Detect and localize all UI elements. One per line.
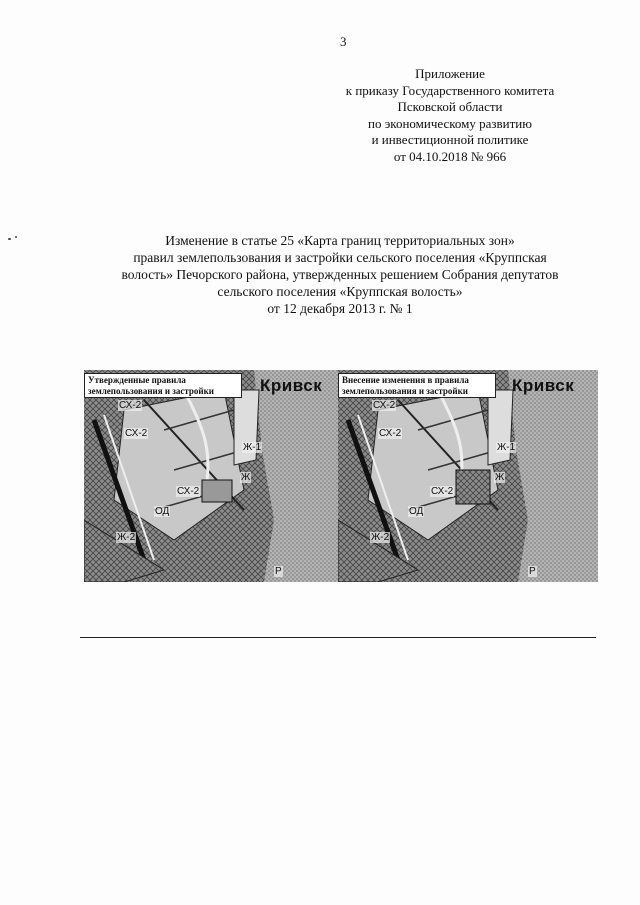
map-caption xyxy=(338,373,496,398)
caption-line: землепользования и застройки xyxy=(88,385,214,396)
map-caption xyxy=(84,373,242,398)
title-line: волость» Печорского района, утвержденных решением Собрания депутатов xyxy=(121,267,559,282)
zone-label: Р xyxy=(275,566,282,577)
caption-line: Утвержденные правила xyxy=(88,375,186,385)
title-line: правил землепользования и застройки сельского поселения «Круппская xyxy=(133,250,547,265)
place-label: Кривск xyxy=(260,376,323,395)
map-approved xyxy=(84,370,344,582)
document-title xyxy=(70,232,610,317)
zone-label: СХ-2 xyxy=(177,486,200,497)
title-line: сельского поселения «Круппская волость» xyxy=(217,284,463,299)
scan-speck xyxy=(8,238,11,240)
map-amended xyxy=(338,370,598,582)
zone-label: СХ-2 xyxy=(125,428,148,439)
zone-label: СХ-2 xyxy=(373,400,396,411)
caption-line: Внесение изменения в правила xyxy=(342,375,469,385)
zone-label: Ж xyxy=(495,472,505,483)
appendix-line: и инвестиционной политике xyxy=(371,132,529,147)
zone-label: Ж-1 xyxy=(497,442,516,453)
title-line: от 12 декабря 2013 г. № 1 xyxy=(267,301,413,316)
zone-label: Ж-2 xyxy=(117,532,136,543)
appendix-line: Приложение xyxy=(415,66,485,81)
zone-label: ОД xyxy=(155,506,170,517)
zone-label: Ж xyxy=(241,472,251,483)
appendix-line: по экономическому развитию xyxy=(368,115,532,131)
zone-label: СХ-2 xyxy=(431,486,454,497)
zone-label: СХ-2 xyxy=(379,428,402,439)
page-number: 3 xyxy=(340,34,347,49)
zone-label: Ж-1 xyxy=(243,442,262,453)
title-line: Изменение в статье 25 «Карта границ территориальных зон» xyxy=(165,233,515,248)
scan-speck xyxy=(15,236,17,238)
appendix-line: Псковской области xyxy=(397,99,503,114)
zone-label: Ж-2 xyxy=(371,532,390,543)
zone-label: ОД xyxy=(409,506,424,517)
appendix-block xyxy=(320,66,580,165)
zone-label: СХ-2 xyxy=(119,400,142,411)
zone-label: Р xyxy=(529,566,536,577)
horizontal-rule xyxy=(80,637,596,638)
caption-line: землепользования и застройки xyxy=(342,385,468,396)
appendix-line: к приказу Государственного комитета xyxy=(345,82,555,98)
appendix-line: от 04.10.2018 № 966 xyxy=(393,148,507,164)
place-label: Кривск xyxy=(512,376,575,395)
